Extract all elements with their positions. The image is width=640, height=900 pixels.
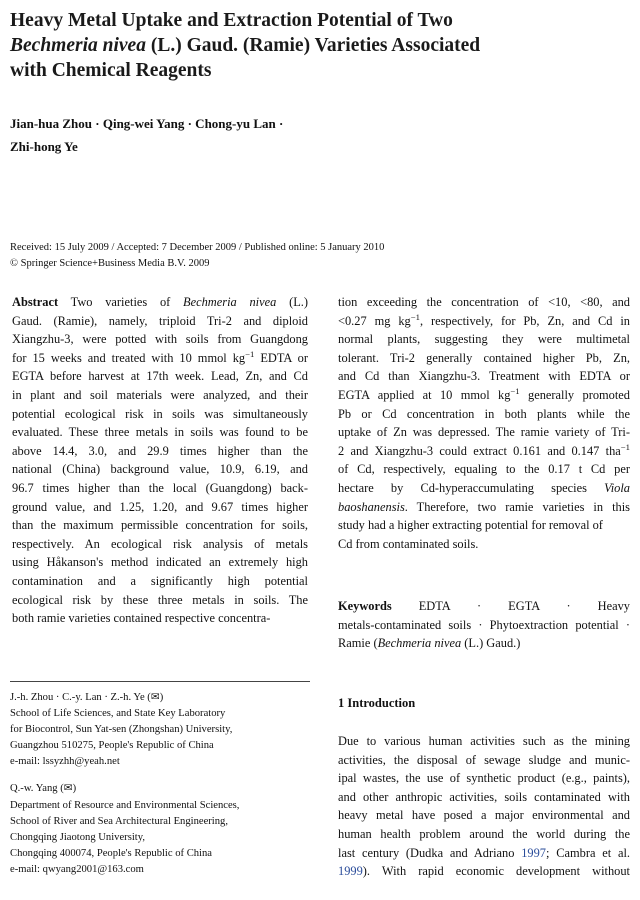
- affiliation-authors: J.-h. Zhou · C.-y. Lan · Z.-h. Ye (✉): [10, 692, 164, 703]
- author-email[interactable]: e-mail: qwyang2001@163.com: [10, 863, 144, 875]
- title-line-2-rest: (L.) Gaud. (Ramie) Varieties Associated: [150, 35, 481, 56]
- text-line: ipal wastes, the use of synthetic product (e.g., paints),: [338, 771, 630, 786]
- text-line: 2 and Xiangzhu-3 could extract 0.161 and 0.147 tha$^{-1}$: [338, 441, 630, 458]
- text-line: baoshanensis. Therefore, two ramie varieties in this: [338, 499, 630, 514]
- author-line-1: Jian-hua Zhou · Qing-wei Yang · Chong-yu Lan ·: [10, 116, 284, 131]
- author-list: [10, 112, 410, 158]
- affiliation-line: Chongqing Jiaotong University,: [10, 831, 145, 843]
- text-line: using Håkanson's method indicated an extremely high: [12, 555, 308, 570]
- affiliation-gap: [10, 770, 310, 781]
- affiliation-line: Department of Resource and Environmental Sciences,: [10, 799, 240, 811]
- dates-line: Received: 15 July 2009 / Accepted: 7 December 2009 / Published online: 5 January 2010: [10, 242, 385, 253]
- affiliation-authors: Q.-w. Yang (✉): [10, 783, 77, 795]
- superscript: −1: [620, 441, 630, 452]
- text-line: 1999). With rapid economic development without: [338, 864, 630, 879]
- citation-link[interactable]: 1997: [521, 845, 546, 860]
- affiliation-line: for Biocontrol, Sun Yat-sen (Zhongshan) University,: [10, 724, 233, 736]
- title-line-2: [10, 33, 630, 58]
- title-line-3: with Chemical Reagents: [10, 60, 212, 81]
- text-line: Cd from contaminated soils.: [338, 536, 479, 551]
- text-line: evaluated. These three metals in soils was found to be: [12, 425, 308, 440]
- text-line: 96.7 times higher than the local (Guangdong) back-: [12, 480, 308, 495]
- text-line: <0.27 mg $kg^{-1}$, respectively, for Pb, Zn, and Cd in: [338, 311, 631, 328]
- text-line: ground value, and 1.25, 1.20, and 9.67 times higher: [12, 499, 308, 514]
- superscript: −1: [410, 311, 420, 322]
- author-email[interactable]: e-mail: lssyzhh@yeah.net: [10, 756, 120, 768]
- text-line: of Cd, respectively, equaling to the 0.17 t Cd per: [338, 462, 630, 477]
- italic-term: baoshanensis: [338, 499, 405, 514]
- text-line: Pb or Cd concentration in both plants while the: [338, 406, 630, 421]
- author-affiliations: [10, 690, 310, 878]
- text-line: contamination and a significantly high potential: [12, 573, 308, 588]
- text-line: and Cd than Xiangzhu-3. Treatment with EDTA or: [338, 369, 630, 384]
- text-line: Due to various human activities such as the mining: [338, 734, 630, 748]
- superscript: −1: [510, 385, 520, 396]
- text-line: Gaud. (Ramie), namely, triploid Tri-2 and diploid: [12, 313, 308, 328]
- title-species: Bechmeria nivea: [10, 35, 146, 56]
- text-line: Abstract Two varieties of Bechmeria nivea (L.): [12, 295, 308, 309]
- text-line: metals-contaminated soils · Phytoextraction potential ·: [338, 617, 630, 632]
- text-line: study had a higher extracting potential for removal of: [338, 518, 603, 533]
- affiliation-line: School of River and Sea Architectural Engineering,: [10, 815, 228, 827]
- text-line: and other anthropic activities, soils contaminated with: [338, 789, 630, 804]
- text-line: ecological risk by these three metals in soils. The: [12, 592, 308, 607]
- publication-dates: [10, 240, 630, 272]
- text-line: respectively. An ecological risk analysis of metals: [12, 536, 308, 551]
- italic-term: Bechmeria nivea: [377, 636, 462, 651]
- section-label: Abstract: [12, 295, 59, 309]
- text-line: EGTA before harvest at 17th week. Lead, Zn, and Cd: [12, 369, 308, 384]
- section-heading-introduction: 1 Introduction: [338, 696, 416, 710]
- text-line: Xiangzhu-3, were potted with soils from Guangdong: [12, 332, 308, 347]
- text-line: Ramie (Bechmeria nivea (L.) Gaud.): [338, 636, 521, 651]
- affiliation-line: Guangzhou 510275, People's Republic of China: [10, 740, 214, 752]
- affiliation-line: School of Life Sciences, and State Key Laboratory: [10, 708, 226, 720]
- text-line: normal plants, suggesting they were multimetal: [338, 332, 630, 347]
- text-line: potential ecological risk in soils was simultaneously: [12, 406, 308, 421]
- text-line: heavy metal have posed a major environmental and: [338, 808, 630, 823]
- text-line: EGTA applied at 10 mmol $kg^{-1}$ generally promoted: [338, 385, 631, 402]
- abstract-section: [12, 293, 308, 628]
- text-line: uptake of Zn was depressed. The ramie variety of Tri-: [338, 425, 630, 440]
- footnote-divider: [10, 681, 310, 682]
- keywords-section: [338, 597, 630, 653]
- text-line: activities, the disposal of sewage sludge and munic-: [338, 752, 630, 767]
- citation-link[interactable]: 1999: [338, 864, 363, 879]
- text-line: human health problem around the world during the: [338, 826, 630, 841]
- text-line: national (China) background value, 10.9, 6.19, and: [12, 462, 308, 477]
- introduction-text: [338, 732, 630, 881]
- copyright-line: © Springer Science+Business Media B.V. 2009: [10, 258, 210, 269]
- author-line-2: Zhi-hong Ye: [10, 139, 78, 154]
- section-label: Keywords: [338, 599, 392, 613]
- title-line-1: Heavy Metal Uptake and Extraction Potential of Two: [10, 10, 453, 31]
- text-line: in plant and soil materials were analyzed, and their: [12, 387, 308, 402]
- text-line: than the maximum permissible concentration for soils,: [12, 518, 308, 533]
- text-line: for 15 weeks and treated with 10 mmol $kg^{-1}$ EDTA or: [12, 348, 309, 365]
- text-line: above 14.4, 3.0, and 29.9 times higher than the: [12, 443, 308, 458]
- text-line: last century (Dudka and Adriano 1997; Cambra et al.: [338, 845, 630, 860]
- abstract-continuation: [338, 293, 630, 553]
- superscript: −1: [245, 348, 255, 359]
- paper-title: [10, 8, 630, 83]
- affiliation-line: Chongqing 400074, People's Republic of China: [10, 847, 213, 859]
- text-line: both ramie varieties contained respective concentra-: [12, 611, 271, 626]
- text-line: tion exceeding the concentration of <10, <80, and: [338, 295, 630, 309]
- text-line: hectare by Cd-hyperaccumulating species Viola: [338, 480, 630, 495]
- text-line: Keywords EDTA · EGTA · Heavy: [338, 599, 630, 613]
- text-line: tolerant. Tri-2 generally contained higher Pb, Zn,: [338, 350, 630, 365]
- italic-term: Viola: [604, 480, 630, 495]
- italic-term: Bechmeria nivea: [183, 295, 277, 309]
